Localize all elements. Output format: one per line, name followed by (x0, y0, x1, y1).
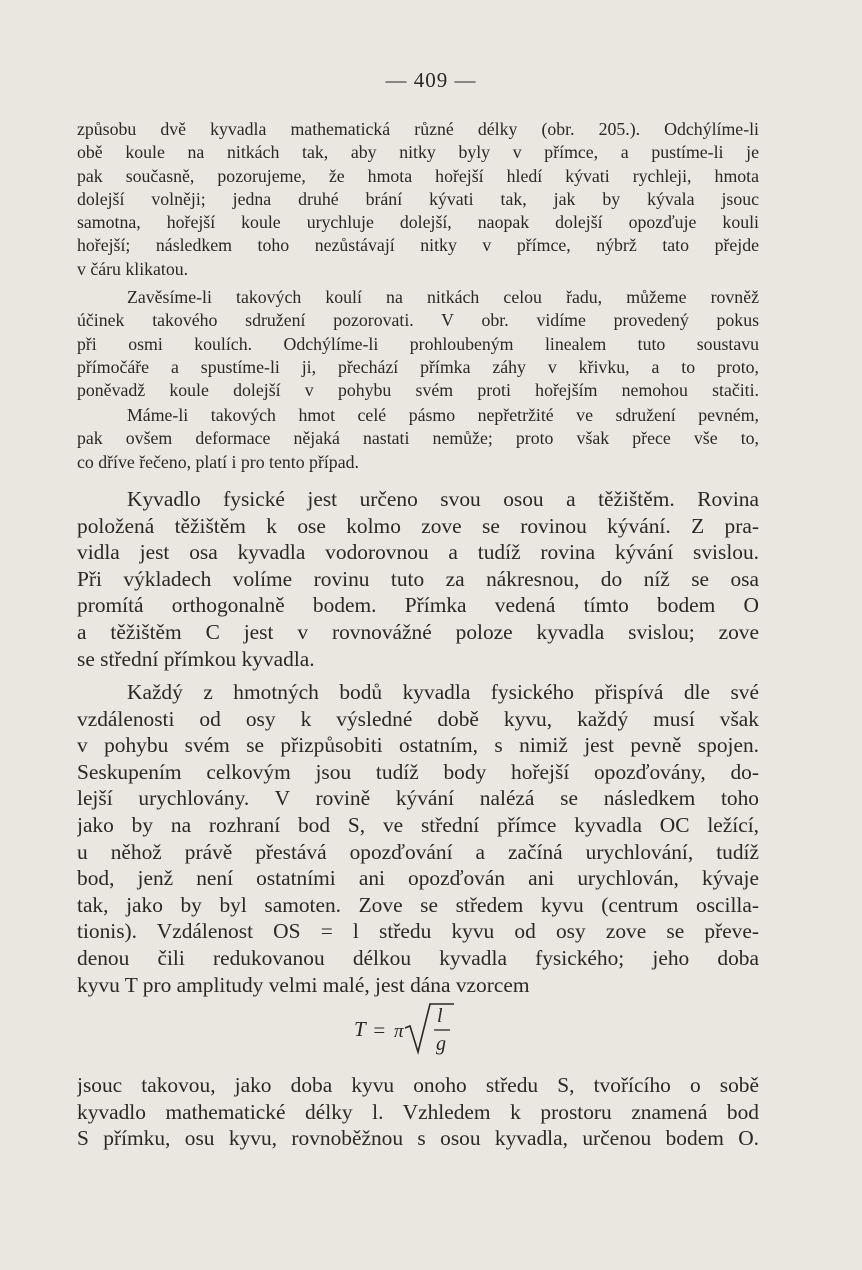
text-line: dolejší volněji; jedna druhé brání kývati tak, jak by kývala jsouc (77, 188, 759, 209)
formula-pi: π (394, 1021, 404, 1042)
text-line: při osmi koulích. Odchýlíme-li prohloubeným linealem tuto soustavu (77, 333, 759, 354)
text-line: co dříve řečeno, platí i pro tento případ. (77, 451, 359, 472)
text-line: hořejší; následkem toho nezůstávají nitky v přímce, nýbrž tato přejde (77, 235, 759, 256)
text-line: Seskupením celkovým jsou tudíž body hořejší opozďovány, do- (77, 759, 759, 784)
paragraph-6 (77, 1072, 759, 1152)
text-line: poněvadž koule dolejší v pohybu svém proti hořejším nemohou stačiti. (77, 380, 759, 401)
text-line: tak, jako by byl samoten. Zove se středem kyvu (centrum oscilla- (77, 892, 759, 917)
text-line: promítá orthogonalně bodem. Přímka vedená tímto bodem O (77, 593, 759, 618)
page-number: — 409 — (385, 68, 477, 92)
text-line: tionis). Vzdálenost OS = l středu kyvu od osy zove se převe- (77, 919, 759, 944)
text-line: Zavěsíme-li takových koulí na nitkách celou řadu, můžeme rovněž (127, 287, 759, 307)
text-line: pak ovšem deformace nějaká nastati nemůže; proto však přece vše to, (77, 428, 759, 449)
text-line: pak současně, pozorujeme, že hmota hořejší hledí kývati rychleji, hmota (77, 165, 759, 186)
text-line: kyvadlo mathematické délky l. Vzhledem k prostoru znamená bod (77, 1099, 759, 1124)
formula-numerator: l (437, 1005, 443, 1027)
text-line: a těžištěm C jest v rovnovážné poloze kyvadla svislou; zove (77, 619, 759, 644)
paragraph-3 (77, 404, 759, 474)
formula-denominator: g (436, 1033, 446, 1055)
text-line: v pohybu svém se přizpůsobiti ostatním, s nimiž jest pevně spojen. (77, 733, 759, 758)
text-line: jsouc takovou, jako doba kyvu onoho středu S, tvořícího o sobě (77, 1073, 759, 1097)
text-line: Máme-li takových hmot celé pásmo nepřetržité ve sdružení pevném, (127, 405, 759, 425)
text-line: denou čili redukovanou délkou kyvadla fysického; jeho doba (77, 945, 759, 970)
text-line: položená těžištěm k ose kolmo zove se rovinou kývání. Z pra- (77, 513, 759, 538)
text-line: kyvu T pro amplitudy velmi malé, jest dána vzorcem (77, 972, 530, 997)
text-line: účinek takového sdružení pozorovati. V obr. vidíme provedený pokus (77, 310, 759, 331)
text-line: se střední přímkou kyvadla. (77, 646, 315, 671)
pendulum-formula (350, 1000, 470, 1060)
text-line: vidla jest osa kyvadla vodorovnou a tudíž rovina kývání svislou. (77, 540, 759, 565)
text-line: přímočáře a spustíme-li ji, přechází přímka záhy v křivku, a to proto, (77, 356, 759, 377)
formula-lhs: T (354, 1017, 366, 1041)
text-line: způsobu dvě kyvadla mathematická různé délky (obr. 205.). Odchýlíme-li (77, 119, 759, 139)
text-line: jako by na rozhraní bod S, ve střední přímce kyvadla OC ležící, (77, 812, 759, 837)
text-line: bod, jenž není ostatními ani opozďován ani urychlován, kývaje (77, 866, 759, 891)
text-line: S přímku, osu kyvu, rovnoběžnou s osou kyvadla, určenou bodem O. (77, 1126, 759, 1151)
text-line: lejší urychlovány. V rovině kývání nalézá se následkem toho (77, 786, 759, 811)
text-line: u něhož právě přestává opozďování a začíná urychlování, tudíž (77, 839, 759, 864)
text-line: v čáru klikatou. (77, 258, 189, 279)
paragraph-5 (77, 679, 759, 998)
formula-equals: = (372, 1018, 387, 1042)
text-line: samotna, hořejší koule urychluje dolejší, naopak dolejší opozďuje kouli (77, 212, 759, 233)
radical-sign (405, 1004, 454, 1052)
text-line: Při výkladech volíme rovinu tuto za nákresnou, do níž se osa (77, 566, 759, 591)
paragraph-4 (77, 486, 759, 672)
paragraph-1 (77, 118, 759, 281)
text-line: Každý z hmotných bodů kyvadla fysického přispívá dle své (127, 680, 759, 704)
text-line: Kyvadlo fysické jest určeno svou osou a těžištěm. Rovina (127, 487, 759, 511)
paragraph-2 (77, 286, 759, 402)
text-line: obě koule na nitkách tak, aby nitky byly v přímce, a pustíme-li je (77, 142, 759, 163)
text-line: vzdálenosti od osy k výsledné době kyvu, každý musí však (77, 706, 759, 731)
